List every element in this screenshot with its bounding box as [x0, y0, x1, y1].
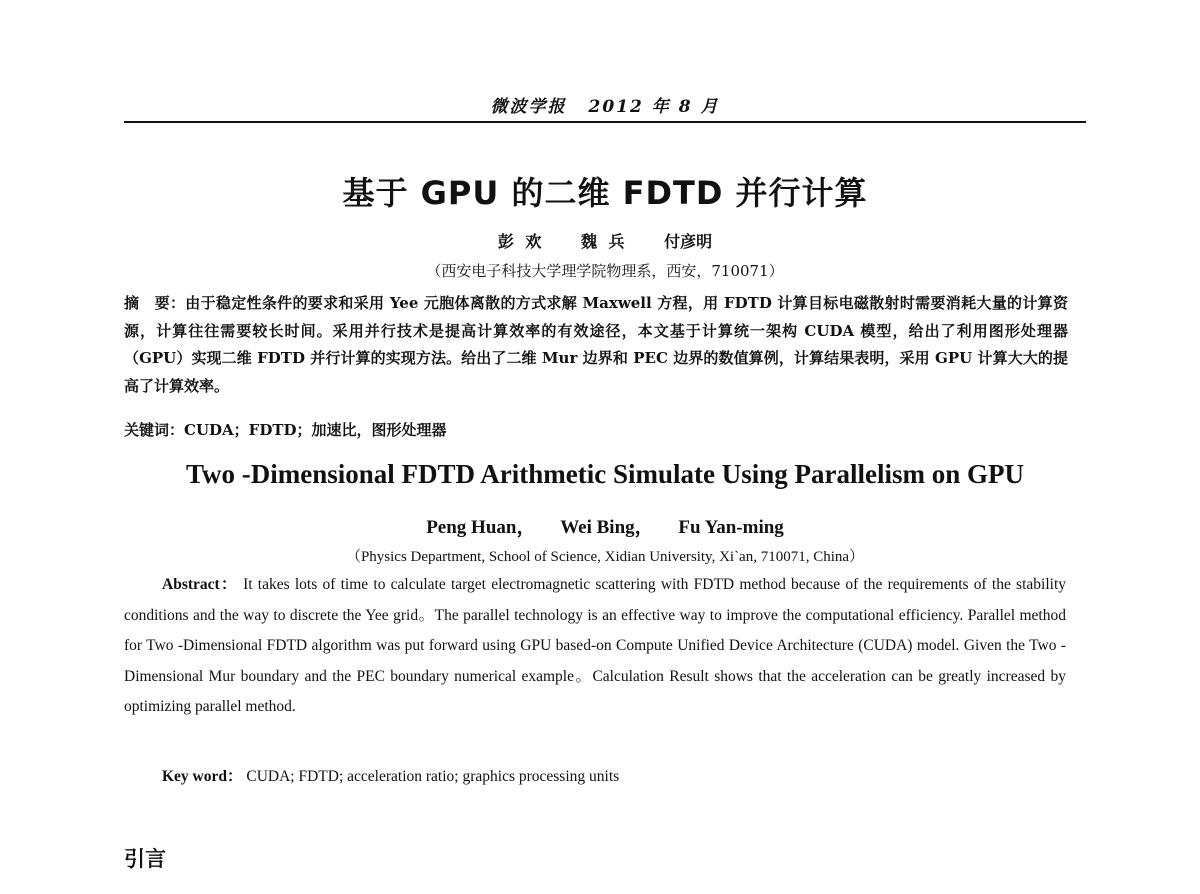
keywords-en-label: Key word：	[162, 768, 243, 785]
section-heading-introduction: 引言	[124, 847, 166, 871]
keywords-cn-label: 关键词：	[124, 421, 185, 439]
journal-name: 微波学报	[490, 97, 567, 117]
author-cn-3: 付彦明	[664, 232, 713, 251]
abstract-en-text: It takes lots of time to calculate target electromagnetic scattering with FDTD method because of the requirements of the stability conditions and the way to discrete the Yee grid。The parallel technology is an effective way to improve the computational efficiency. Parallel method for Two -Dimensional FDTD algorithm was put forward using GPU based-on Compute Unified Device Architecture (CUDA) model. Given the Two -Dimensional Mur boundary and the PEC boundary numerical example。Calculation Result shows that the acceleration can be greatly increased by optimizing parallel method.	[124, 576, 1066, 715]
issue-date: 2012 年 8 月	[588, 97, 720, 117]
keywords-en-text: CUDA; FDTD; acceleration ratio; graphics processing units	[246, 768, 620, 785]
author-en-2: Wei Bing，	[560, 517, 654, 538]
author-cn-2: 魏 兵	[580, 232, 625, 251]
authors-en	[124, 512, 1086, 539]
cutoff-body-text	[124, 884, 1068, 894]
paper-title-en: Two -Dimensional FDTD Arithmetic Simulate Using Parallelism on GPU	[186, 459, 1024, 489]
author-cn-1: 彭 欢	[497, 232, 542, 251]
paper-title-cn: 基于 GPU 的二维 FDTD 并行计算	[342, 174, 868, 212]
affiliation-en: （Physics Department, School of Science, Xidian University, Xi`an, 710071, China）	[345, 549, 865, 565]
author-en-1: Peng Huan，	[426, 517, 536, 538]
affiliation-cn: （西安电子科技大学理学院物理系，西安，710071）	[426, 262, 784, 280]
author-en-3: Fu Yan-ming	[678, 517, 784, 538]
keywords-cn	[124, 419, 1068, 440]
abstract-cn	[124, 290, 1068, 400]
authors-cn	[124, 229, 1086, 252]
abstract-en	[124, 570, 1066, 723]
header-rule	[124, 121, 1086, 123]
abstract-cn-label: 摘 要：	[124, 294, 186, 312]
running-header	[124, 92, 1086, 117]
abstract-cn-text: 由于稳定性条件的要求和采用 Yee 元胞体离散的方式求解 Maxwell 方程，用 FDTD 计算目标电磁散射时需要消耗大量的计算资源，计算往往需要较长时间。采用并行技术是提高计算效率的有效途径，本文基于计算统一架构 CUDA 模型，给出了利用图形处理器（GPU）实现二维 FDTD 并行计算的实现方法。给出了二维 Mur 边界和 PEC 边界的数值算例，计算结果表明，采用 GPU 计算大大的提高了计算效率。	[124, 294, 1068, 395]
keywords-en	[162, 764, 1062, 786]
abstract-en-label: Abstract：	[162, 576, 238, 593]
keywords-cn-text: CUDA；FDTD；加速比，图形处理器	[184, 421, 447, 439]
